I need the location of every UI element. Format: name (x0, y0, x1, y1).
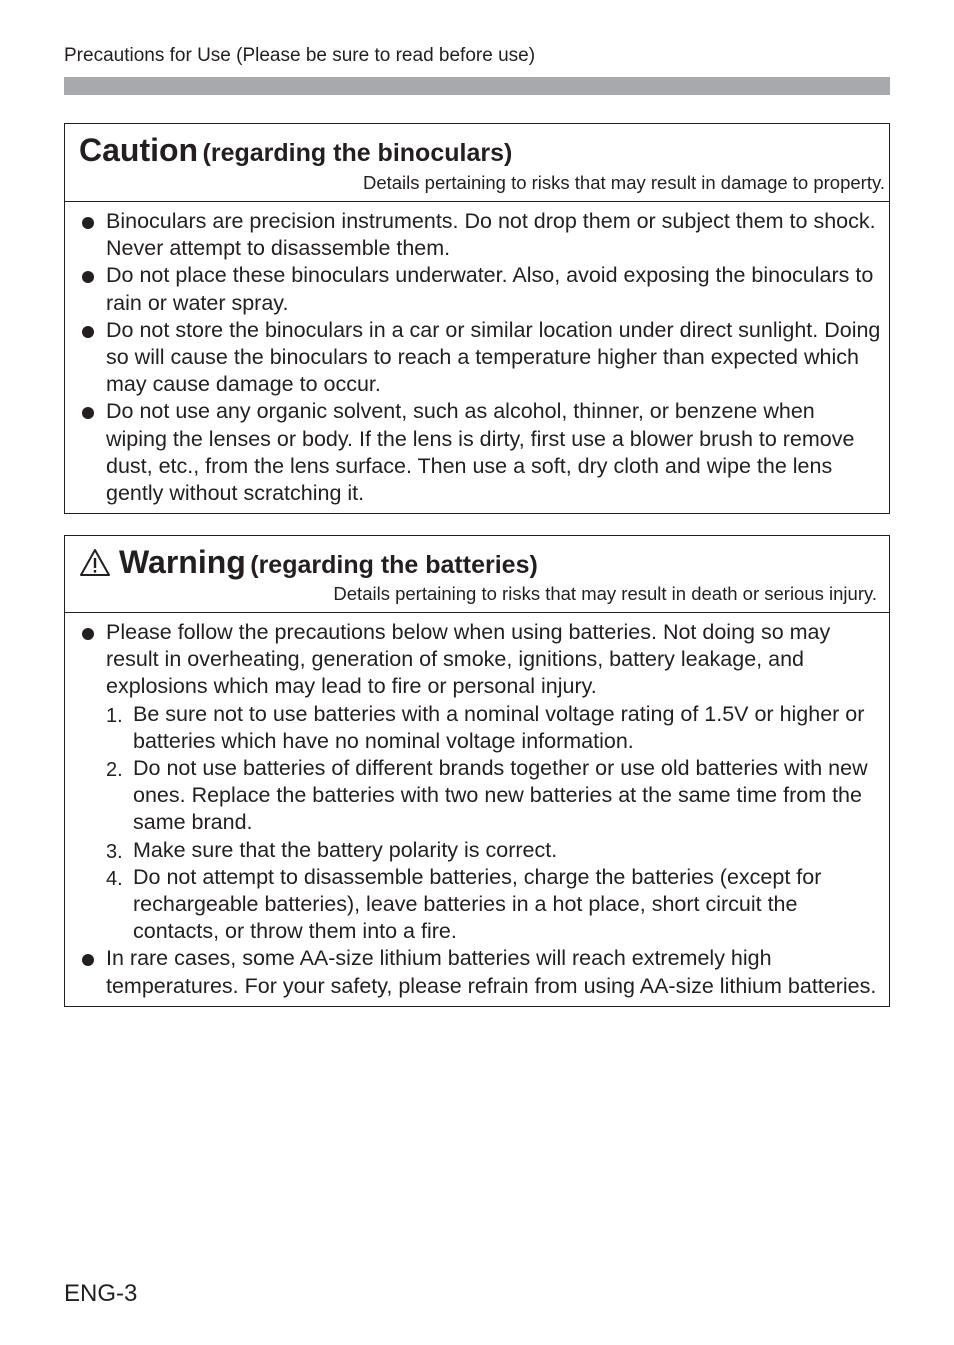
bullet-icon (82, 628, 94, 640)
bullet-icon (82, 407, 94, 419)
warning-box-header (65, 536, 889, 613)
list-item-text: Binoculars are precision instruments. Do not drop them or subject them to shock. Never attempt to disassemble them. (106, 209, 876, 261)
caution-box (64, 123, 890, 514)
list-item (79, 945, 881, 999)
item-number: 3. (106, 840, 123, 863)
list-item-text: Do not store the binoculars in a car or similar location under direct sunlight. Doing so will cause the binoculars to reach a temperature higher than expected which may cause damage to occur. (106, 317, 881, 397)
list-item-text: Do not place these binoculars underwater. Also, avoid exposing the binoculars to rain or water spray. (106, 263, 874, 315)
item-number: 2. (106, 759, 123, 782)
page-number: ENG-3 (64, 1280, 138, 1307)
running-header: Precautions for Use (Please be sure to read before use) (64, 45, 536, 66)
list-item-text: In rare cases, some AA-size lithium batteries will reach extremely high temperatures. For your safety, please refrain from using AA-size lithium batteries. (106, 946, 877, 998)
bullet-icon (82, 954, 94, 966)
warning-triangle-icon (79, 548, 111, 577)
list-item (79, 619, 881, 701)
numbered-item (79, 864, 881, 946)
list-item (79, 398, 881, 507)
bullet-icon (82, 217, 94, 229)
numbered-item (79, 755, 881, 837)
bullet-icon (82, 326, 94, 338)
numbered-item-text: Be sure not to use batteries with a nominal voltage rating of 1.5V or higher or batteries which have no nominal voltage information. (133, 701, 865, 753)
caution-title (79, 132, 512, 169)
caution-list (65, 202, 889, 513)
caution-box-header (65, 124, 889, 202)
list-item (79, 208, 881, 262)
warning-box (64, 535, 890, 1007)
warning-title-paren: (regarding the batteries) (250, 551, 538, 579)
warning-list (65, 613, 889, 1006)
caution-subtitle: Details pertaining to risks that may result in damage to property. (362, 172, 885, 193)
header-rule-bar (64, 77, 890, 95)
list-item (79, 317, 881, 399)
warning-title (79, 544, 538, 581)
numbered-item (79, 837, 881, 864)
item-number: 1. (106, 704, 123, 727)
bullet-icon (82, 271, 94, 283)
numbered-item-text: Do not use batteries of different brands together or use old batteries with new ones. Replace the batteries with two new batteries at the same time from the same brand. (133, 756, 868, 835)
list-item-text: Please follow the precautions below when using batteries. Not doing so may result in overheating, generation of smoke, ignitions, battery leakage, and explosions which may lead to fire or personal injury. (106, 620, 831, 699)
warning-subtitle: Details pertaining to risks that may result in death or serious injury. (333, 583, 877, 604)
warning-title-main: Warning (119, 544, 246, 580)
numbered-item-text: Do not attempt to disassemble batteries, charge the batteries (except for rechargeable batteries), leave batteries in a hot place, short circuit the contacts, or throw them into a fire. (133, 864, 822, 944)
list-item-text: Do not use any organic solvent, such as alcohol, thinner, or benzene when wiping the lenses or body. If the lens is dirty, first use a blower brush to remove dust, etc., from the lens surface. Then use a soft, dry cloth and wipe the lens gently without scratching it. (106, 399, 855, 506)
numbered-item (79, 701, 881, 755)
list-item (79, 262, 881, 316)
caution-title-paren: (regarding the binoculars) (202, 139, 513, 167)
numbered-item-text: Make sure that the battery polarity is correct. (133, 837, 558, 862)
caution-title-main: Caution (79, 132, 199, 168)
item-number: 4. (106, 867, 123, 890)
